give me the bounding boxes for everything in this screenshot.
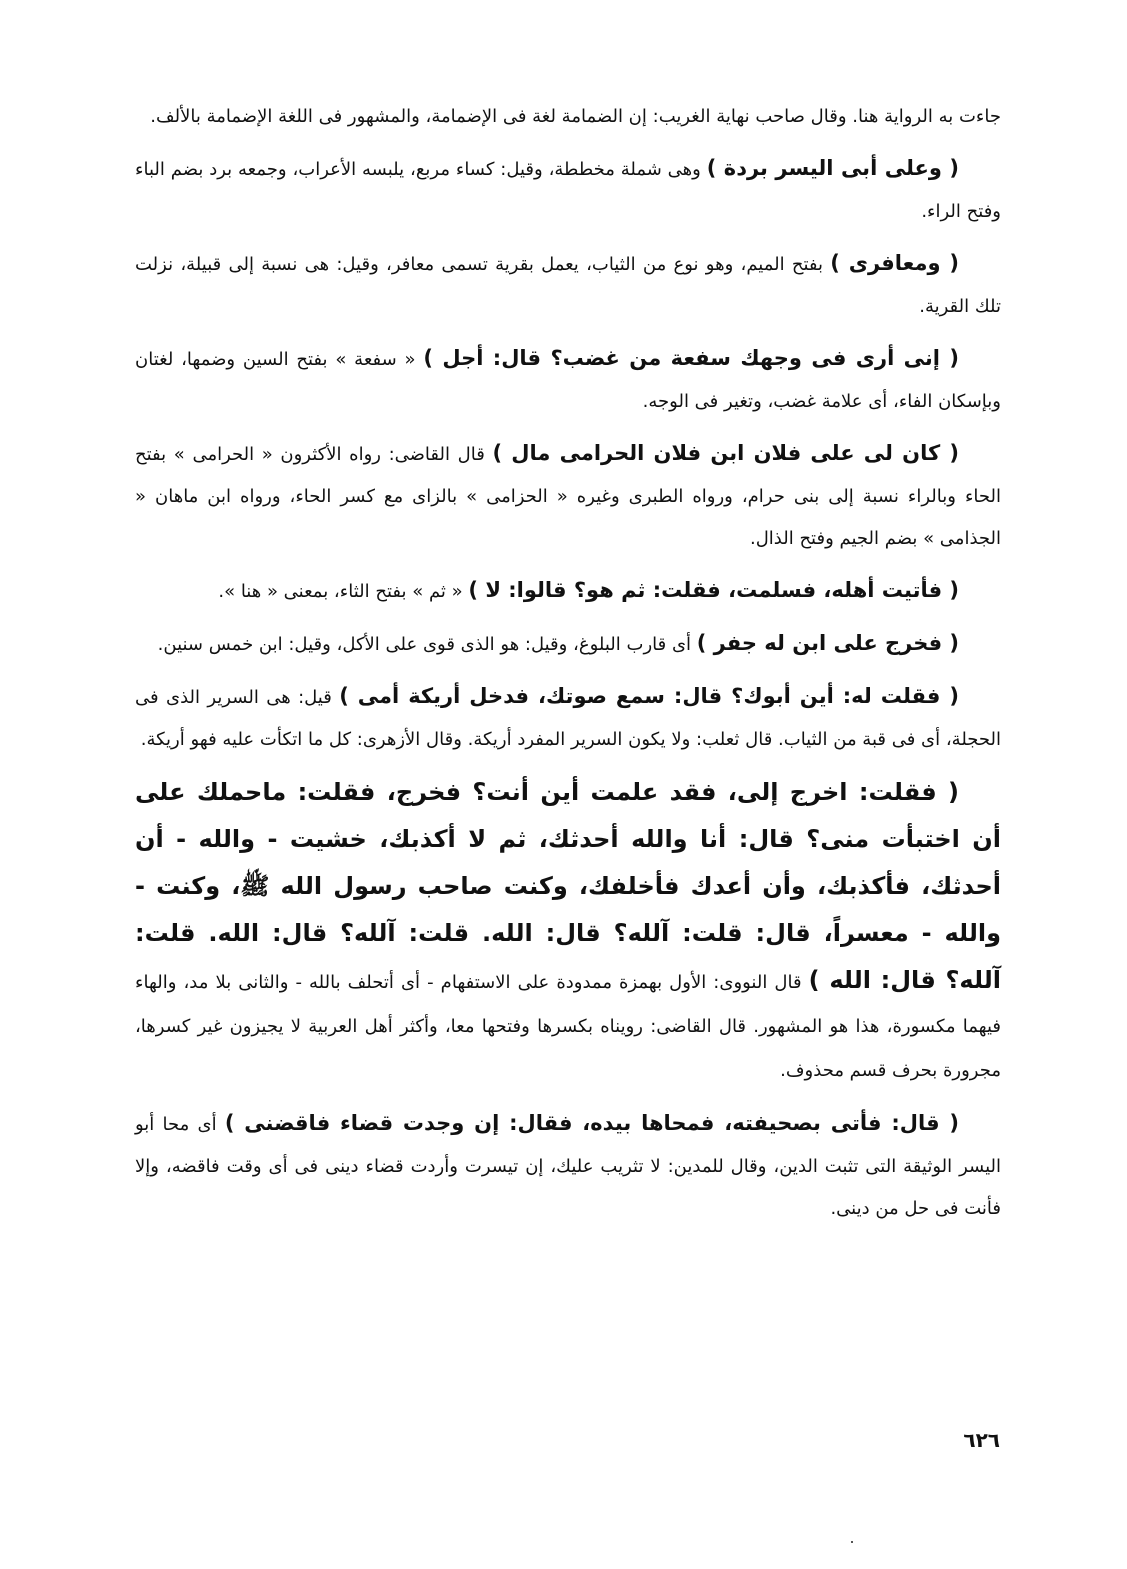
paragraph-2 [135, 147, 1001, 233]
lemma: ( كان لى على فلان ابن فلان الحرامى مال ) [492, 441, 960, 465]
page-number: ٦٢٦ [963, 1428, 1000, 1452]
paragraph-text: أى محا أبو اليسر الوثيقة التى تثبت الدين، وقال للمدين: لا تثريب عليك، إن تيسرت وأردت قضاء دينى فى أى وقت فاقضه، وإلا فأنت فى حل من دينى. [135, 1114, 1001, 1219]
paragraph-text: بفتح الميم، وهو نوع من الثياب، يعمل بقرية تسمى معافر، وقيل: هى نسبة إلى قبيلة، نزلت تلك القرية. [135, 254, 1001, 317]
paragraph-9 [135, 770, 1001, 1093]
lemma: ( فخرج على ابن له جفر ) [696, 631, 959, 655]
paragraph-4 [135, 337, 1001, 423]
paragraph-10 [135, 1102, 1001, 1230]
lemma: ( ومعافرى ) [830, 251, 959, 275]
lemma: ( إنى أرى فى وجهك سفعة من غضب؟ قال: أجل ) [423, 346, 959, 370]
document-page [135, 96, 1001, 1239]
lemma: ( فقلت له: أين أبوك؟ قال: سمع صوتك، فدخل أريكة أمى ) [339, 684, 959, 708]
paragraph-text: قال القاضى: رواه الأكثرون « الحرامى » بفتح الحاء وبالراء نسبة إلى بنى حرام، ورواه الطبرى وغيره « الحزامى » بالزاى مع كسر الحاء، ورواه ابن ماهان « الجذامى » بضم الجيم وفتح الذال. [135, 444, 1001, 549]
paragraph-text: قال النووى: الأول بهمزة ممدودة على الاستفهام - أى أتحلف بالله - والثانى بلا مد، والهاء فيهما مكسورة، هذا هو المشهور. قال القاضى: رويناه بكسرها وفتحها معا، وأكثر أهل العربية لا يجيزون غير كسرها، مجرورة بحرف قسم محذوف. [135, 972, 1001, 1081]
paragraph-1 [135, 96, 1001, 138]
paragraph-6 [135, 569, 1001, 613]
paragraph-5 [135, 432, 1001, 560]
paragraph-text: جاءت به الرواية هنا. وقال صاحب نهاية الغريب: إن الضمامة لغة فى الإضمامة، والمشهور فى اللغة الإضمامة بالألف. [150, 106, 1001, 127]
paragraph-text: « سفعة » بفتح السين وضمها، لغتان وبإسكان الفاء، أى علامة غضب، وتغير فى الوجه. [135, 349, 1001, 412]
paragraph-text: وهى شملة مخططة، وقيل: كساء مربع، يلبسه الأعراب، وجمعه برد بضم الباء وفتح الراء. [135, 159, 1001, 222]
lemma: ( فقلت: اخرج إلى، فقد علمت أين أنت؟ فخرج، فقلت: ماحملك على أن اختبأت منى؟ قال: أنا والله أحدثك، ثم لا أكذبك، خشيت - والله - أن أحدثك، فأكذبك، وأن أعدك فأخلفك، وكنت صاحب رسول الله ﷺ، وكنت - والله - معسراً، قال: قلت: آلله؟ قال: الله. قلت: آلله؟ قال: الله. قلت: آلله؟ قال: الله ) [135, 778, 1001, 994]
paragraph-3 [135, 242, 1001, 328]
paragraph-7 [135, 622, 1001, 666]
scan-speck [851, 1541, 853, 1543]
paragraph-text: « ثم » بفتح الثاء، بمعنى « هنا ». [218, 581, 469, 602]
lemma: ( وعلى أبى اليسر بردة ) [706, 156, 960, 180]
paragraph-text: قيل: هى السرير الذى فى الحجلة، أى فى قبة من الثياب. قال ثعلب: ولا يكون السرير المفرد أريكة. وقال الأزهرى: كل ما اتكأت عليه فهو أريكة. [135, 687, 1001, 750]
paragraph-text: أى قارب البلوغ، وقيل: هو الذى قوى على الأكل، وقيل: ابن خمس سنين. [157, 634, 697, 655]
lemma: ( قال: فأتى بصحيفته، فمحاها بيده، فقال: إن وجدت قضاء فاقضنى ) [224, 1111, 960, 1135]
lemma: ( فأتيت أهله، فسلمت، فقلت: ثم هو؟ قالوا: لا ) [468, 578, 959, 602]
paragraph-8 [135, 675, 1001, 761]
